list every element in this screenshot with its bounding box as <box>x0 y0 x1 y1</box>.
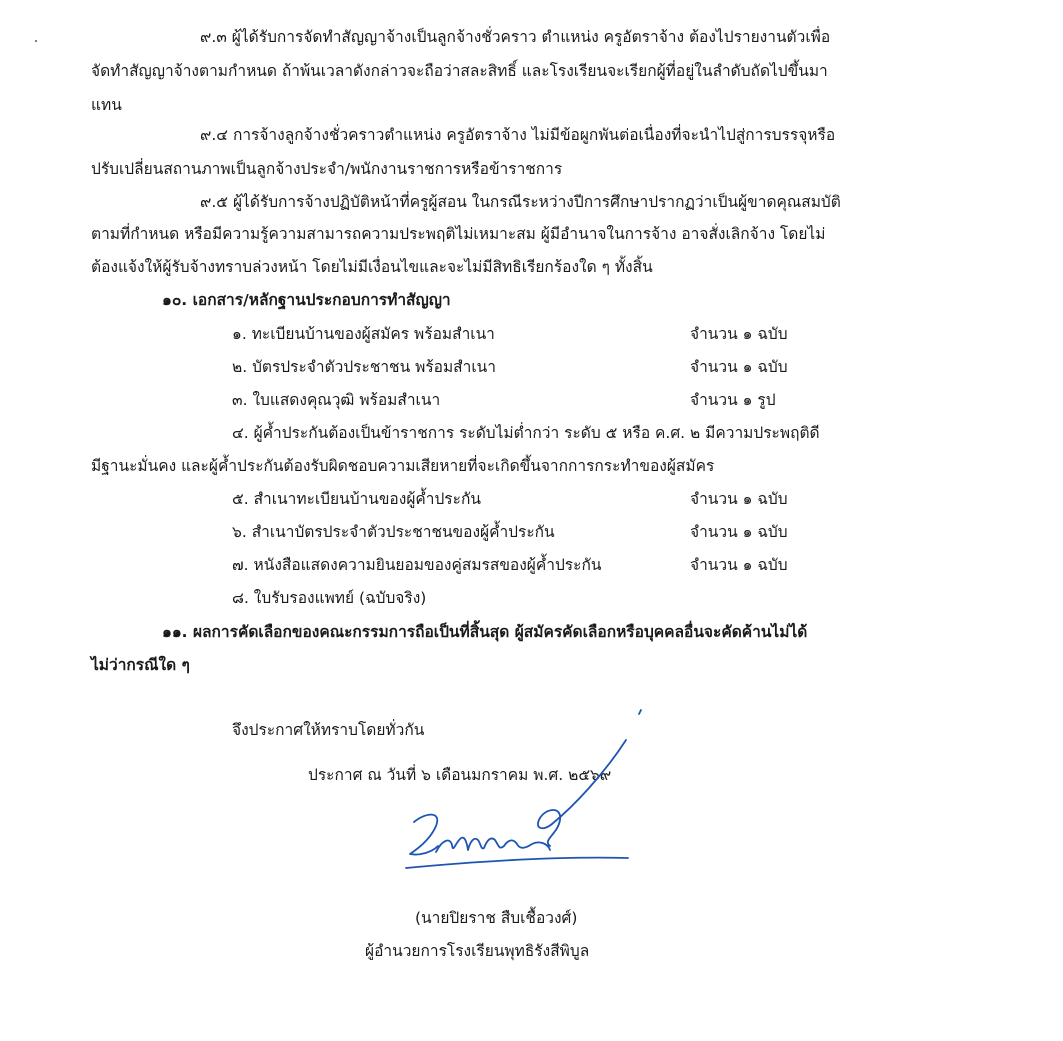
doc-item-5-qty: จำนวน ๑ ฉบับ <box>690 490 788 508</box>
para-9-3-line-2: จัดทำสัญญาจ้างตามกำหนด ถ้าพ้นเวลาดังกล่าวจะถือว่าสละสิทธิ์ และโรงเรียนจะเรียกผู้ที่อยู่ในลำดับถัดไปขึ้นมา <box>91 62 828 80</box>
para-9-5-line-3: ต้องแจ้งให้ผู้รับจ้างทราบล่วงหน้า โดยไม่มีเงื่อนไขและจะไม่มีสิทธิเรียกร้องใด ๆ ทั้งสิ้น <box>91 258 653 276</box>
doc-item-4-line-2: มีฐานะมั่นคง และผู้ค้ำประกันต้องรับผิดชอบความเสียหายที่จะเกิดขึ้นจากการกระทำของผู้สมัคร <box>91 457 715 475</box>
doc-item-3-qty: จำนวน ๑ รูป <box>690 391 776 409</box>
doc-item-6: ๖. สำเนาบัตรประจำตัวประชาชนของผู้ค้ำประกัน <box>232 523 555 541</box>
signer-position: ผู้อำนวยการโรงเรียนพุทธิรังสีพิบูล <box>365 942 590 960</box>
doc-item-6-qty: จำนวน ๑ ฉบับ <box>690 523 788 541</box>
scan-speck <box>35 40 37 42</box>
announce-line: จึงประกาศให้ทราบโดยทั่วกัน <box>232 721 425 739</box>
doc-item-8: ๘. ใบรับรองแพทย์ (ฉบับจริง) <box>232 589 427 607</box>
para-9-3-line-1: ๙.๓ ผู้ได้รับการจัดทำสัญญาจ้างเป็นลูกจ้างชั่วคราว ตำแหน่ง ครูอัตราจ้าง ต้องไปรายงานตัวเพื่อ <box>200 28 831 46</box>
section-10-heading: ๑๐. เอกสาร/หลักฐานประกอบการทำสัญญา <box>162 291 451 309</box>
doc-item-4-line-1: ๔. ผู้ค้ำประกันต้องเป็นข้าราชการ ระดับไม่ต่ำกว่า ระดับ ๕ หรือ ค.ศ. ๒ มีความประพฤติดี <box>232 424 820 442</box>
doc-item-2-qty: จำนวน ๑ ฉบับ <box>690 358 788 376</box>
para-9-4-line-2: ปรับเปลี่ยนสถานภาพเป็นลูกจ้างประจำ/พนักงานราชการหรือข้าราชการ <box>91 160 563 178</box>
doc-item-7: ๗. หนังสือแสดงความยินยอมของคู่สมรสของผู้ค้ำประกัน <box>232 556 602 574</box>
section-11-line-2: ไม่ว่ากรณีใด ๆ <box>91 656 190 674</box>
doc-item-7-qty: จำนวน ๑ ฉบับ <box>690 556 788 574</box>
section-11-line-1: ๑๑. ผลการคัดเลือกของคณะกรรมการถือเป็นที่สิ้นสุด ผู้สมัครคัดเลือกหรือบุคคลอื่นจะคัดค้านไม่ได้ <box>162 623 808 641</box>
doc-item-1: ๑. ทะเบียนบ้านของผู้สมัคร พร้อมสำเนา <box>232 325 495 343</box>
para-9-3-line-3: แทน <box>91 96 122 114</box>
para-9-4-line-1: ๙.๔ การจ้างลูกจ้างชั่วคราวตำแหน่ง ครูอัตราจ้าง ไม่มีข้อผูกพันต่อเนื่องที่จะนำไปสู่การบรรจุหรือ <box>200 126 836 144</box>
doc-item-1-qty: จำนวน ๑ ฉบับ <box>690 325 788 343</box>
doc-item-3: ๓. ใบแสดงคุณวุฒิ พร้อมสำเนา <box>232 391 441 409</box>
doc-item-2: ๒. บัตรประจำตัวประชาชน พร้อมสำเนา <box>232 358 496 376</box>
para-9-5-line-1: ๙.๕ ผู้ได้รับการจ้างปฏิบัติหน้าที่ครูผู้สอน ในกรณีระหว่างปีการศึกษาปรากฏว่าเป็นผู้ขาดคุณสมบัติ <box>200 193 841 211</box>
signer-name: (นายปิยราช สืบเชื้อวงศ์) <box>415 909 578 927</box>
para-9-5-line-2: ตามที่กำหนด หรือมีความรู้ความสามารถความประพฤติไม่เหมาะสม ผู้มีอำนาจในการจ้าง อาจสั่งเลิกจ้าง โดยไม่ <box>91 225 826 243</box>
doc-item-5: ๕. สำเนาทะเบียนบ้านของผู้ค้ำประกัน <box>232 490 481 508</box>
announce-date: ประกาศ ณ วันที่ ๖ เดือนมกราคม พ.ศ. ๒๕๖๙ <box>308 766 612 784</box>
director-signature <box>380 700 660 885</box>
